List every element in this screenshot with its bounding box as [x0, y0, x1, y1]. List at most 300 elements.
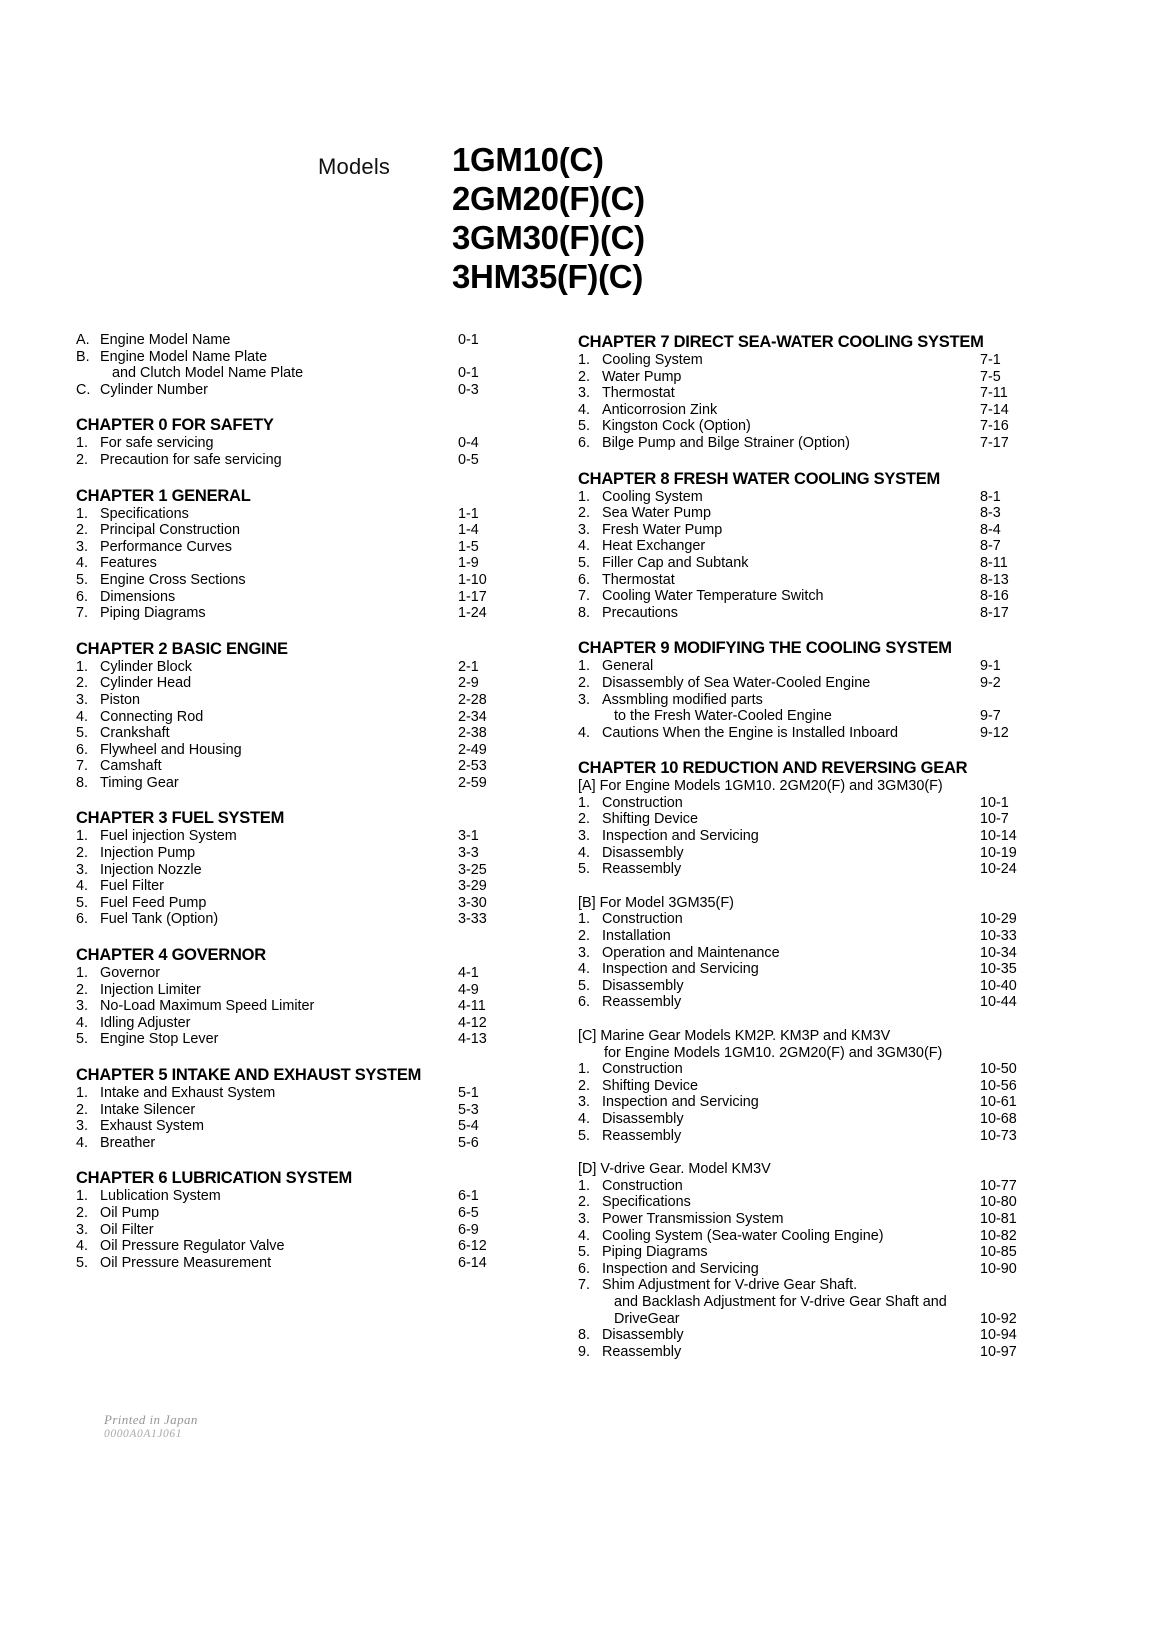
- toc-entry[interactable]: [76, 911, 504, 928]
- toc-entry[interactable]: [578, 555, 1026, 572]
- toc-entry[interactable]: [76, 692, 504, 709]
- toc-entry[interactable]: [578, 1244, 1026, 1261]
- toc-entry[interactable]: [578, 692, 1026, 709]
- toc-entry-number: 6.: [76, 911, 89, 928]
- toc-entry-page: 6-1: [458, 1188, 479, 1205]
- toc-entry-number: 4.: [76, 1014, 89, 1031]
- toc-entry[interactable]: [76, 1118, 504, 1135]
- toc-entry-number: 5.: [76, 1254, 89, 1271]
- toc-entry-label: No-Load Maximum Speed Limiter: [100, 998, 315, 1015]
- toc-entry-number: 1.: [76, 1188, 89, 1205]
- spacer: [76, 791, 504, 808]
- toc-entry[interactable]: [578, 961, 1026, 978]
- toc-entry-label: Fuel Tank (Option): [100, 911, 219, 928]
- toc-entry[interactable]: [76, 1031, 504, 1048]
- toc-entry-label: Inspection and Servicing: [602, 1260, 759, 1277]
- toc-entry[interactable]: [578, 605, 1026, 622]
- toc-entry-page: 8-4: [980, 521, 1001, 538]
- model-name: 1GM10(C): [452, 141, 604, 178]
- toc-entry-number: 3.: [578, 1094, 591, 1111]
- toc-entry-page: 8-3: [980, 505, 1001, 522]
- toc-entry[interactable]: [578, 352, 1026, 369]
- toc-entry-page: 4-12: [458, 1014, 487, 1031]
- toc-entry[interactable]: [76, 758, 504, 775]
- toc-entry-page: 10-80: [980, 1194, 1017, 1211]
- toc-entry-label: Reassembly: [602, 1127, 682, 1144]
- toc-entry[interactable]: [76, 878, 504, 895]
- toc-entry[interactable]: [76, 382, 504, 399]
- toc-entry-label: Disassembly: [602, 977, 684, 994]
- toc-entry[interactable]: [76, 572, 504, 589]
- printed-in-japan-text: Printed in Japan: [104, 1412, 198, 1427]
- toc-entry[interactable]: [578, 911, 1026, 928]
- toc-entry-label: Cylinder Head: [100, 675, 192, 692]
- toc-entry[interactable]: [578, 1178, 1026, 1195]
- toc-entry-number: 7.: [76, 758, 89, 775]
- toc-entry-label: Specifications: [100, 505, 189, 522]
- toc-entry-page: 10-73: [980, 1127, 1017, 1144]
- toc-entry-number: 4.: [578, 538, 591, 555]
- toc-entry-label: Injection Pump: [100, 845, 196, 862]
- toc-entry-number: 4.: [578, 1110, 591, 1127]
- toc-entry-number: 4.: [76, 1134, 89, 1151]
- toc-entry[interactable]: [578, 489, 1026, 506]
- toc-entry-number: 5.: [578, 977, 591, 994]
- toc-entry-number: 7.: [578, 588, 591, 605]
- toc-entry-page: 4-1: [458, 965, 479, 982]
- toc-entry-number: 4.: [76, 708, 89, 725]
- chapter-heading: CHAPTER 8 FRESH WATER COOLING SYSTEM: [578, 469, 940, 488]
- toc-entry-number: 3.: [76, 538, 89, 555]
- toc-entry[interactable]: [578, 725, 1026, 742]
- toc-entry-number: 8.: [578, 604, 591, 621]
- toc-entry-number: 6.: [578, 571, 591, 588]
- toc-entry-page: 4-13: [458, 1031, 487, 1048]
- toc-entry[interactable]: [76, 605, 504, 622]
- toc-entry-label: Bilge Pump and Bilge Strainer (Option): [602, 434, 850, 451]
- toc-entry[interactable]: [76, 506, 504, 523]
- spacer: [578, 1144, 1026, 1161]
- toc-entry[interactable]: [76, 349, 504, 366]
- toc-entry[interactable]: [578, 708, 1026, 725]
- toc-entry-page: 10-56: [980, 1077, 1017, 1094]
- toc-entry-page: 0-1: [458, 365, 479, 382]
- toc-entry-number: 3.: [578, 521, 591, 538]
- toc-entry[interactable]: [76, 1135, 504, 1152]
- toc-entry-label: Dimensions: [100, 588, 176, 605]
- toc-entry-page: 6-9: [458, 1221, 479, 1238]
- toc-entry[interactable]: [578, 828, 1026, 845]
- toc-entry-number: 1.: [76, 965, 89, 982]
- toc-entry-label: Intake and Exhaust System: [100, 1085, 276, 1101]
- toc-entry-label: Assmbling modified parts: [602, 691, 763, 708]
- toc-entry[interactable]: [578, 418, 1026, 435]
- toc-entry-page: 0-3: [458, 381, 479, 398]
- toc-entry-number: 2.: [578, 368, 591, 385]
- toc-entry[interactable]: [578, 1228, 1026, 1245]
- toc-entry-page: 10-68: [980, 1110, 1017, 1127]
- spacer: [76, 928, 504, 945]
- toc-entry-label: Camshaft: [100, 758, 162, 775]
- toc-entry-number: 1.: [578, 658, 591, 675]
- toc-entry-number: 2.: [76, 451, 89, 468]
- toc-entry-label: Shifting Device: [602, 811, 698, 828]
- toc-entry-page: 10-77: [980, 1177, 1017, 1194]
- toc-entry[interactable]: [76, 365, 504, 382]
- toc-entry[interactable]: [76, 555, 504, 572]
- toc-entry-page: 10-82: [980, 1227, 1017, 1244]
- toc-entry-label: Precautions: [602, 604, 678, 621]
- models-label: Models: [318, 154, 391, 179]
- toc-entry[interactable]: [578, 1194, 1026, 1211]
- toc-entry-page: 10-81: [980, 1210, 1017, 1227]
- toc-entry-number: 5.: [578, 1244, 591, 1261]
- toc-entry-number: 6.: [76, 588, 89, 605]
- toc-entry[interactable]: [578, 1111, 1026, 1128]
- toc-entry-label: Timing Gear: [100, 774, 179, 791]
- toc-entry[interactable]: [76, 862, 504, 879]
- toc-entry-number: C.: [76, 381, 91, 398]
- toc-entry-label: Oil Pressure Regulator Valve: [100, 1238, 285, 1255]
- toc-entry[interactable]: [76, 998, 504, 1015]
- chapter-heading: CHAPTER 1 GENERAL: [76, 486, 251, 505]
- toc-entry[interactable]: [578, 1294, 1026, 1311]
- toc-entry-page: 9-1: [980, 658, 1001, 675]
- toc-entry-page: 1-9: [458, 555, 479, 572]
- toc-entry[interactable]: [578, 1327, 1026, 1344]
- toc-entry[interactable]: [578, 522, 1026, 539]
- toc-entry-page: 10-85: [980, 1244, 1017, 1261]
- toc-entry[interactable]: [76, 742, 504, 759]
- toc-entry[interactable]: [76, 522, 504, 539]
- toc-entry-label: Injection Nozzle: [100, 861, 202, 878]
- subsection-heading-label: [C] Marine Gear Models KM2P. KM3P and KM3V: [578, 1028, 891, 1044]
- toc-entry-label: Engine Model Name Plate: [100, 348, 268, 365]
- toc-entry-page: 2-59: [458, 774, 487, 791]
- toc-entry-label: Precaution for safe servicing: [100, 451, 282, 468]
- chapter-heading: CHAPTER 2 BASIC ENGINE: [76, 639, 288, 658]
- toc-entry-label: Disassembly: [602, 844, 684, 861]
- toc-entry[interactable]: [578, 795, 1026, 812]
- chapter-heading: CHAPTER 6 LUBRICATION SYSTEM: [76, 1169, 352, 1188]
- toc-entry-label: Exhaust System: [100, 1118, 204, 1135]
- toc-entry-label: Connecting Rod: [100, 708, 204, 725]
- toc-entry-label: Operation and Maintenance: [602, 944, 780, 961]
- toc-entry-page: 10-35: [980, 961, 1017, 978]
- toc-entry[interactable]: [578, 435, 1026, 452]
- toc-entry-page: 8-11: [980, 554, 1008, 571]
- toc-entry-label: Disassembly: [602, 1327, 684, 1344]
- toc-entry[interactable]: [76, 1188, 504, 1205]
- chapter-heading: CHAPTER 9 MODIFYING THE COOLING SYSTEM: [578, 639, 952, 658]
- toc-entry-label: Idling Adjuster: [100, 1014, 191, 1031]
- toc-entry-number: 5.: [578, 554, 591, 571]
- toc-entry-number: 8.: [578, 1327, 591, 1344]
- print-footer: [104, 1412, 198, 1442]
- toc-entry-number: 2.: [578, 505, 591, 522]
- toc-entry[interactable]: [76, 1102, 504, 1119]
- toc-entry[interactable]: [76, 965, 504, 982]
- toc-entry-page: 10-94: [980, 1327, 1017, 1344]
- toc-entry[interactable]: [578, 1128, 1026, 1145]
- toc-entry-label: Construction: [602, 911, 683, 928]
- toc-entry-label: Oil Pressure Measurement: [100, 1254, 272, 1271]
- toc-entry-page: 2-34: [458, 708, 487, 725]
- toc-entry[interactable]: [578, 811, 1026, 828]
- toc-entry-number: 4.: [578, 724, 591, 741]
- toc-entry-page: 4-9: [458, 981, 479, 998]
- toc-entry-page: 3-29: [458, 878, 487, 895]
- toc-entry-page: 6-12: [458, 1238, 487, 1255]
- toc-entry[interactable]: [578, 1311, 1026, 1328]
- toc-entry[interactable]: [578, 572, 1026, 589]
- toc-entry-number: 2.: [578, 928, 591, 945]
- toc-entry-number: 5.: [578, 418, 591, 435]
- toc-entry-number: 3.: [76, 861, 89, 878]
- toc-entry-label: For safe servicing: [100, 435, 214, 452]
- toc-entry-page: 3-1: [458, 828, 479, 845]
- toc-entry-number: 1.: [578, 1177, 591, 1194]
- toc-entry-page: 3-33: [458, 911, 487, 928]
- toc-entry-page: 1-24: [458, 605, 487, 622]
- toc-entry-number: 9.: [578, 1343, 591, 1360]
- toc-entry-number: 2.: [578, 811, 591, 828]
- toc-entry[interactable]: [578, 369, 1026, 386]
- models-list: [452, 140, 645, 296]
- toc-entry-number: 2.: [578, 674, 591, 691]
- toc-entry-label: Disassembly: [602, 1110, 684, 1127]
- toc-entry-label: Fresh Water Pump: [602, 521, 723, 538]
- toc-entry[interactable]: [76, 1085, 504, 1102]
- spacer: [578, 1011, 1026, 1028]
- spacer: [76, 622, 504, 639]
- spacer: [578, 621, 1026, 638]
- toc-entry[interactable]: [578, 861, 1026, 878]
- toc-entry-number: 8.: [76, 774, 89, 791]
- toc-entry[interactable]: [578, 978, 1026, 995]
- toc-entry-label: Inspection and Servicing: [602, 1094, 759, 1111]
- toc-entry[interactable]: [76, 709, 504, 726]
- toc-entry-label: Intake Silencer: [100, 1101, 196, 1118]
- toc-entry[interactable]: [578, 994, 1026, 1011]
- toc-entry-label: Reassembly: [602, 994, 682, 1011]
- toc-entry-page: 10-50: [980, 1061, 1017, 1078]
- toc-entry-label: Reassembly: [602, 861, 682, 878]
- chapter-heading: CHAPTER 4 GOVERNOR: [76, 946, 266, 965]
- toc-entry-label: and Clutch Model Name Plate: [112, 365, 304, 382]
- toc-entry[interactable]: [578, 945, 1026, 962]
- toc-entry-page: 5-1: [458, 1085, 479, 1101]
- toc-entry[interactable]: [76, 332, 504, 349]
- toc-entry-page: 7-16: [980, 418, 1009, 435]
- toc-entry-number: 5.: [76, 1031, 89, 1048]
- toc-entry-number: 3.: [76, 691, 89, 708]
- toc-entry-number: 3.: [76, 1221, 89, 1238]
- toc-entry[interactable]: [76, 1015, 504, 1032]
- toc-entry-page: 6-14: [458, 1254, 487, 1271]
- toc-entry[interactable]: [76, 1222, 504, 1239]
- toc-entry[interactable]: [578, 845, 1026, 862]
- toc-entry[interactable]: [578, 1277, 1026, 1294]
- toc-entry-page: 10-44: [980, 994, 1017, 1011]
- toc-entry-label: Fuel Feed Pump: [100, 894, 207, 911]
- toc-entry[interactable]: [578, 1211, 1026, 1228]
- toc-entry-page: 10-19: [980, 844, 1017, 861]
- chapter-heading: CHAPTER 0 FOR SAFETY: [76, 416, 274, 435]
- toc-entry-label: Cooling System: [602, 488, 703, 505]
- toc-entry-number: 2.: [76, 845, 89, 862]
- toc-entry-number: B.: [76, 348, 90, 365]
- toc-entry-label: Water Pump: [602, 368, 682, 385]
- toc-entry-page: 8-16: [980, 588, 1009, 605]
- toc-entry-page: 3-30: [458, 894, 487, 911]
- toc-entry[interactable]: [578, 675, 1026, 692]
- toc-entry[interactable]: [76, 539, 504, 556]
- toc-entry[interactable]: [578, 1094, 1026, 1111]
- toc-entry-label: Sea Water Pump: [602, 505, 712, 522]
- toc-entry[interactable]: [578, 1061, 1026, 1078]
- toc-entry-number: 3.: [76, 998, 89, 1015]
- toc-entry[interactable]: [76, 895, 504, 912]
- toc-entry-page: 7-5: [980, 368, 1001, 385]
- toc-entry-page: 2-1: [458, 658, 479, 675]
- toc-entry-label: Construction: [602, 1177, 683, 1194]
- toc-entry[interactable]: [578, 1261, 1026, 1278]
- toc-entry-page: 10-29: [980, 911, 1017, 928]
- toc-entry-label: Specifications: [602, 1194, 691, 1211]
- toc-entry[interactable]: [76, 435, 504, 452]
- toc-entry[interactable]: [578, 588, 1026, 605]
- toc-entry-label: Piping Diagrams: [602, 1244, 708, 1261]
- toc-entry[interactable]: [578, 1344, 1026, 1361]
- toc-entry-page: 10-1: [980, 794, 1009, 811]
- toc-entry-label: Performance Curves: [100, 538, 232, 555]
- toc-entry-number: 1.: [578, 911, 591, 928]
- toc-entry-label: Engine Model Name: [100, 332, 231, 348]
- toc-entry-number: 5.: [76, 725, 89, 742]
- toc-entry-number: 2.: [76, 522, 89, 539]
- toc-entry[interactable]: [76, 1205, 504, 1222]
- toc-entry-label: Inspection and Servicing: [602, 961, 759, 978]
- toc-entry[interactable]: [76, 589, 504, 606]
- toc-entry-label: Cooling System: [602, 352, 703, 368]
- toc-entry-page: 2-9: [458, 675, 479, 692]
- toc-entry-label: Thermostat: [602, 385, 675, 402]
- subsection-heading-label: [B] For Model 3GM35(F): [578, 894, 734, 911]
- toc-entry-label: Thermostat: [602, 571, 675, 588]
- toc-entry-number: 6.: [578, 994, 591, 1011]
- toc-entry-page: 0-5: [458, 451, 479, 468]
- toc-entry-page: 8-13: [980, 571, 1009, 588]
- toc-entry-label: Fuel Filter: [100, 878, 164, 895]
- toc-entry-page: 9-2: [980, 674, 1001, 691]
- toc-entry-number: 2.: [76, 981, 89, 998]
- toc-entry-number: 1.: [76, 505, 89, 522]
- chapter-heading: CHAPTER 7 DIRECT SEA-WATER COOLING SYSTEM: [578, 333, 984, 351]
- toc-column-right: [578, 332, 1026, 1360]
- toc-entry-number: 5.: [578, 1127, 591, 1144]
- toc-entry-label: Heat Exchanger: [602, 538, 706, 555]
- toc-entry-number: 4.: [578, 844, 591, 861]
- toc-entry-number: 4.: [578, 1227, 591, 1244]
- toc-entry-number: 2.: [76, 675, 89, 692]
- toc-entry[interactable]: [76, 775, 504, 792]
- toc-entry-label: Cylinder Number: [100, 381, 208, 398]
- toc-entry-label: Disassembly of Sea Water-Cooled Engine: [602, 674, 871, 691]
- toc-entry-label: Construction: [602, 1061, 683, 1078]
- toc-entry-page: 10-7: [980, 811, 1009, 828]
- spacer: [76, 398, 504, 415]
- toc-entry-number: 1.: [578, 488, 591, 505]
- toc-entry-label: Cooling Water Temperature Switch: [602, 588, 824, 605]
- toc-entry-number: 3.: [578, 1210, 591, 1227]
- toc-entry-label: Governor: [100, 965, 160, 982]
- toc-entry[interactable]: [578, 402, 1026, 419]
- toc-entry-page: 8-7: [980, 538, 1001, 555]
- toc-entry-page: 2-53: [458, 758, 487, 775]
- toc-entry[interactable]: [578, 1078, 1026, 1095]
- toc-entry-label: Inspection and Servicing: [602, 828, 759, 845]
- toc-entry-label: Piston: [100, 691, 140, 708]
- toc-entry-label: Fuel injection System: [100, 828, 237, 845]
- toc-entry-number: A.: [76, 332, 90, 348]
- toc-entry[interactable]: [578, 505, 1026, 522]
- toc-entry[interactable]: [76, 725, 504, 742]
- toc-entry-page: 0-4: [458, 435, 479, 452]
- toc-entry-page: 6-5: [458, 1204, 479, 1221]
- subsection-heading: [578, 895, 1026, 912]
- toc-entry-label: Anticorrosion Zink: [602, 401, 718, 418]
- toc-entry-number: 4.: [578, 961, 591, 978]
- toc-entry-number: 1.: [76, 658, 89, 675]
- toc-entry-page: 3-3: [458, 845, 479, 862]
- toc-entry[interactable]: [76, 452, 504, 469]
- toc-entry-page: 1-17: [458, 588, 487, 605]
- toc-entry-number: 4.: [76, 878, 89, 895]
- toc-entry[interactable]: [76, 828, 504, 845]
- toc-entry-page: 9-7: [980, 708, 1001, 725]
- toc-entry[interactable]: [578, 538, 1026, 555]
- toc-entry-page: 9-12: [980, 724, 1009, 741]
- toc-entry[interactable]: [76, 675, 504, 692]
- toc-entry-label: Engine Stop Lever: [100, 1031, 219, 1048]
- toc-entry[interactable]: [76, 659, 504, 676]
- toc-entry[interactable]: [578, 928, 1026, 945]
- toc-entry-number: 7.: [76, 605, 89, 622]
- toc-entry[interactable]: [578, 385, 1026, 402]
- toc-entry-number: 2.: [76, 1101, 89, 1118]
- toc-entry-number: 3.: [578, 944, 591, 961]
- toc-entry-page: 7-11: [980, 385, 1008, 402]
- toc-entry-number: 6.: [578, 434, 591, 451]
- toc-entry[interactable]: [76, 845, 504, 862]
- toc-entry-page: 10-90: [980, 1260, 1017, 1277]
- toc-entry-page: 10-24: [980, 861, 1017, 878]
- toc-entry-label: Engine Cross Sections: [100, 571, 246, 588]
- toc-entry[interactable]: [76, 1238, 504, 1255]
- toc-entry[interactable]: [76, 982, 504, 999]
- subsection-heading: [578, 1045, 1026, 1062]
- toc-entry-page: 1-4: [458, 522, 479, 539]
- toc-entry-page: 10-92: [980, 1310, 1017, 1327]
- toc-entry-label: Reassembly: [602, 1343, 682, 1360]
- toc-entry[interactable]: [578, 658, 1026, 675]
- toc-entry-page: 2-38: [458, 725, 487, 742]
- spacer: [578, 878, 1026, 895]
- toc-entry[interactable]: [76, 1255, 504, 1272]
- toc-entry-label: General: [602, 658, 654, 675]
- toc-entry-page: 7-14: [980, 401, 1009, 418]
